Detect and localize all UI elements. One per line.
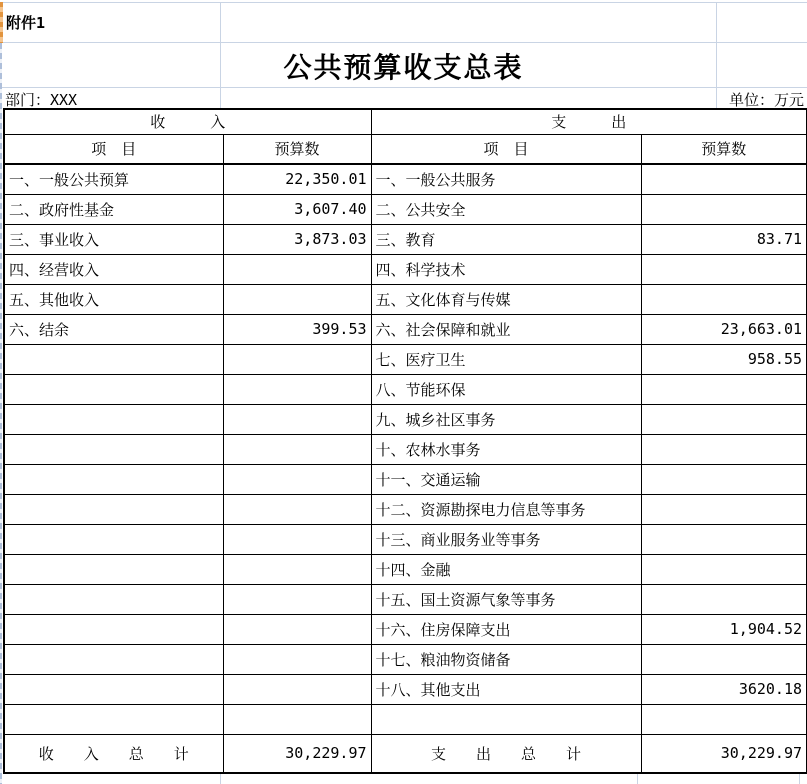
table-row bbox=[4, 584, 807, 614]
cell-revenue-value[interactable] bbox=[223, 404, 371, 434]
cell-revenue-value[interactable] bbox=[223, 464, 371, 494]
cell-revenue-value[interactable] bbox=[223, 344, 371, 374]
revenue-budget-header[interactable]: 预算数 bbox=[223, 134, 371, 164]
totals-row bbox=[4, 734, 807, 773]
sheet-gridline-horizontal bbox=[0, 42, 807, 43]
table-row bbox=[4, 314, 807, 344]
cell-revenue-item[interactable] bbox=[4, 674, 223, 704]
cell-expenditure-item[interactable]: 六、社会保障和就业 bbox=[371, 314, 641, 344]
cell-expenditure-value[interactable]: 958.55 bbox=[641, 344, 807, 374]
cell-expenditure-value[interactable] bbox=[641, 494, 807, 524]
table-row bbox=[4, 644, 807, 674]
table-row bbox=[4, 674, 807, 704]
cell-expenditure-value[interactable] bbox=[641, 524, 807, 554]
cell-expenditure-item[interactable]: 十一、交通运输 bbox=[371, 464, 641, 494]
budget-table bbox=[3, 108, 807, 774]
cell-expenditure-value[interactable] bbox=[641, 194, 807, 224]
table-body bbox=[4, 164, 807, 734]
expenditure-total-value[interactable]: 30,229.97 bbox=[641, 734, 807, 773]
table-row bbox=[4, 194, 807, 224]
cell-expenditure-value[interactable] bbox=[641, 374, 807, 404]
cell-revenue-item[interactable] bbox=[4, 644, 223, 674]
cell-revenue-value[interactable] bbox=[223, 614, 371, 644]
cell-revenue-item[interactable]: 二、政府性基金 bbox=[4, 194, 223, 224]
revenue-total-label[interactable]: 收 入 总 计 bbox=[4, 734, 223, 773]
cell-expenditure-value[interactable] bbox=[641, 554, 807, 584]
cell-expenditure-item[interactable]: 四、科学技术 bbox=[371, 254, 641, 284]
cell-expenditure-item[interactable]: 十二、资源勘探电力信息等事务 bbox=[371, 494, 641, 524]
cell-revenue-item[interactable] bbox=[4, 704, 223, 734]
revenue-total-value[interactable]: 30,229.97 bbox=[223, 734, 371, 773]
cell-revenue-item[interactable] bbox=[4, 344, 223, 374]
cell-revenue-item[interactable] bbox=[4, 494, 223, 524]
cell-expenditure-value[interactable] bbox=[641, 404, 807, 434]
table-row bbox=[4, 344, 807, 374]
sheet-gridline-horizontal bbox=[0, 2, 807, 3]
revenue-section-header[interactable]: 收 入 bbox=[4, 109, 371, 134]
column-header-row bbox=[4, 134, 807, 164]
sheet-gridline-horizontal bbox=[0, 87, 807, 88]
cell-expenditure-value[interactable] bbox=[641, 704, 807, 734]
cell-expenditure-value[interactable] bbox=[641, 164, 807, 194]
cell-expenditure-item[interactable] bbox=[371, 704, 641, 734]
cell-revenue-value[interactable]: 3,873.03 bbox=[223, 224, 371, 254]
cell-expenditure-value[interactable] bbox=[641, 464, 807, 494]
cell-revenue-value[interactable]: 399.53 bbox=[223, 314, 371, 344]
cell-expenditure-value[interactable]: 83.71 bbox=[641, 224, 807, 254]
cell-revenue-value[interactable] bbox=[223, 524, 371, 554]
cell-expenditure-value[interactable] bbox=[641, 584, 807, 614]
table-row bbox=[4, 614, 807, 644]
table-row bbox=[4, 164, 807, 194]
cell-expenditure-item[interactable]: 十五、国土资源气象等事务 bbox=[371, 584, 641, 614]
cell-expenditure-value[interactable]: 23,663.01 bbox=[641, 314, 807, 344]
page-title: 公共预算收支总表 bbox=[283, 51, 524, 84]
cell-expenditure-item[interactable]: 十七、粮油物资储备 bbox=[371, 644, 641, 674]
cell-revenue-value[interactable] bbox=[223, 254, 371, 284]
cell-expenditure-item[interactable]: 十四、金融 bbox=[371, 554, 641, 584]
cell-revenue-item[interactable] bbox=[4, 584, 223, 614]
cell-revenue-item[interactable] bbox=[4, 524, 223, 554]
cell-revenue-value[interactable] bbox=[223, 494, 371, 524]
cell-expenditure-value[interactable] bbox=[641, 644, 807, 674]
cell-expenditure-value[interactable] bbox=[641, 254, 807, 284]
table-row bbox=[4, 524, 807, 554]
cell-expenditure-item[interactable]: 七、医疗卫生 bbox=[371, 344, 641, 374]
cell-revenue-item[interactable]: 六、结余 bbox=[4, 314, 223, 344]
cell-revenue-item[interactable]: 五、其他收入 bbox=[4, 284, 223, 314]
expenditure-item-header[interactable]: 项 目 bbox=[371, 134, 641, 164]
cell-revenue-item[interactable]: 四、经营收入 bbox=[4, 254, 223, 284]
cell-revenue-value[interactable] bbox=[223, 644, 371, 674]
cell-expenditure-value[interactable]: 3620.18 bbox=[641, 674, 807, 704]
cell-expenditure-item[interactable]: 八、节能环保 bbox=[371, 374, 641, 404]
cell-revenue-value[interactable] bbox=[223, 434, 371, 464]
cell-revenue-item[interactable] bbox=[4, 614, 223, 644]
table-row bbox=[4, 254, 807, 284]
revenue-item-header[interactable]: 项 目 bbox=[4, 134, 223, 164]
cell-revenue-item[interactable]: 三、事业收入 bbox=[4, 224, 223, 254]
cell-expenditure-item[interactable]: 五、文化体育与传媒 bbox=[371, 284, 641, 314]
table-row bbox=[4, 404, 807, 434]
expenditure-budget-header[interactable]: 预算数 bbox=[641, 134, 807, 164]
cell-revenue-item[interactable]: 一、一般公共预算 bbox=[4, 164, 223, 194]
cell-revenue-item[interactable] bbox=[4, 554, 223, 584]
cell-revenue-item[interactable] bbox=[4, 464, 223, 494]
cell-revenue-item[interactable] bbox=[4, 434, 223, 464]
cell-expenditure-item[interactable]: 二、公共安全 bbox=[371, 194, 641, 224]
cell-expenditure-item[interactable]: 一、一般公共服务 bbox=[371, 164, 641, 194]
table-row bbox=[4, 464, 807, 494]
cell-selection-marker bbox=[0, 2, 3, 43]
cell-expenditure-value[interactable] bbox=[641, 284, 807, 314]
cell-expenditure-value[interactable]: 1,904.52 bbox=[641, 614, 807, 644]
cell-expenditure-item[interactable]: 十八、其他支出 bbox=[371, 674, 641, 704]
cell-expenditure-item[interactable]: 三、教育 bbox=[371, 224, 641, 254]
section-header-row bbox=[4, 109, 807, 134]
cell-expenditure-item[interactable]: 九、城乡社区事务 bbox=[371, 404, 641, 434]
attachment-label: 附件1 bbox=[6, 14, 46, 32]
cell-revenue-value[interactable] bbox=[223, 284, 371, 314]
table-row bbox=[4, 554, 807, 584]
cell-expenditure-item[interactable]: 十三、商业服务业等事务 bbox=[371, 524, 641, 554]
table-row bbox=[4, 704, 807, 734]
cell-expenditure-item[interactable]: 十、农林水事务 bbox=[371, 434, 641, 464]
cell-revenue-value[interactable] bbox=[223, 584, 371, 614]
table-row bbox=[4, 434, 807, 464]
table-row bbox=[4, 224, 807, 254]
table-row bbox=[4, 494, 807, 524]
cell-revenue-value[interactable] bbox=[223, 554, 371, 584]
table-row bbox=[4, 284, 807, 314]
unit-label: 单位：万元 bbox=[728, 91, 804, 109]
department-label: 部门：XXX bbox=[5, 91, 78, 109]
expenditure-section-header[interactable]: 支 出 bbox=[371, 109, 807, 134]
cell-expenditure-item[interactable]: 十六、住房保障支出 bbox=[371, 614, 641, 644]
cell-revenue-value[interactable]: 22,350.01 bbox=[223, 164, 371, 194]
cell-revenue-item[interactable] bbox=[4, 374, 223, 404]
sheet-edge-gridline bbox=[0, 43, 2, 784]
cell-revenue-value[interactable] bbox=[223, 674, 371, 704]
cell-revenue-value[interactable] bbox=[223, 704, 371, 734]
cell-revenue-item[interactable] bbox=[4, 404, 223, 434]
table-row bbox=[4, 374, 807, 404]
cell-revenue-value[interactable]: 3,607.40 bbox=[223, 194, 371, 224]
cell-revenue-value[interactable] bbox=[223, 374, 371, 404]
cell-expenditure-value[interactable] bbox=[641, 434, 807, 464]
expenditure-total-label[interactable]: 支 出 总 计 bbox=[371, 734, 641, 773]
